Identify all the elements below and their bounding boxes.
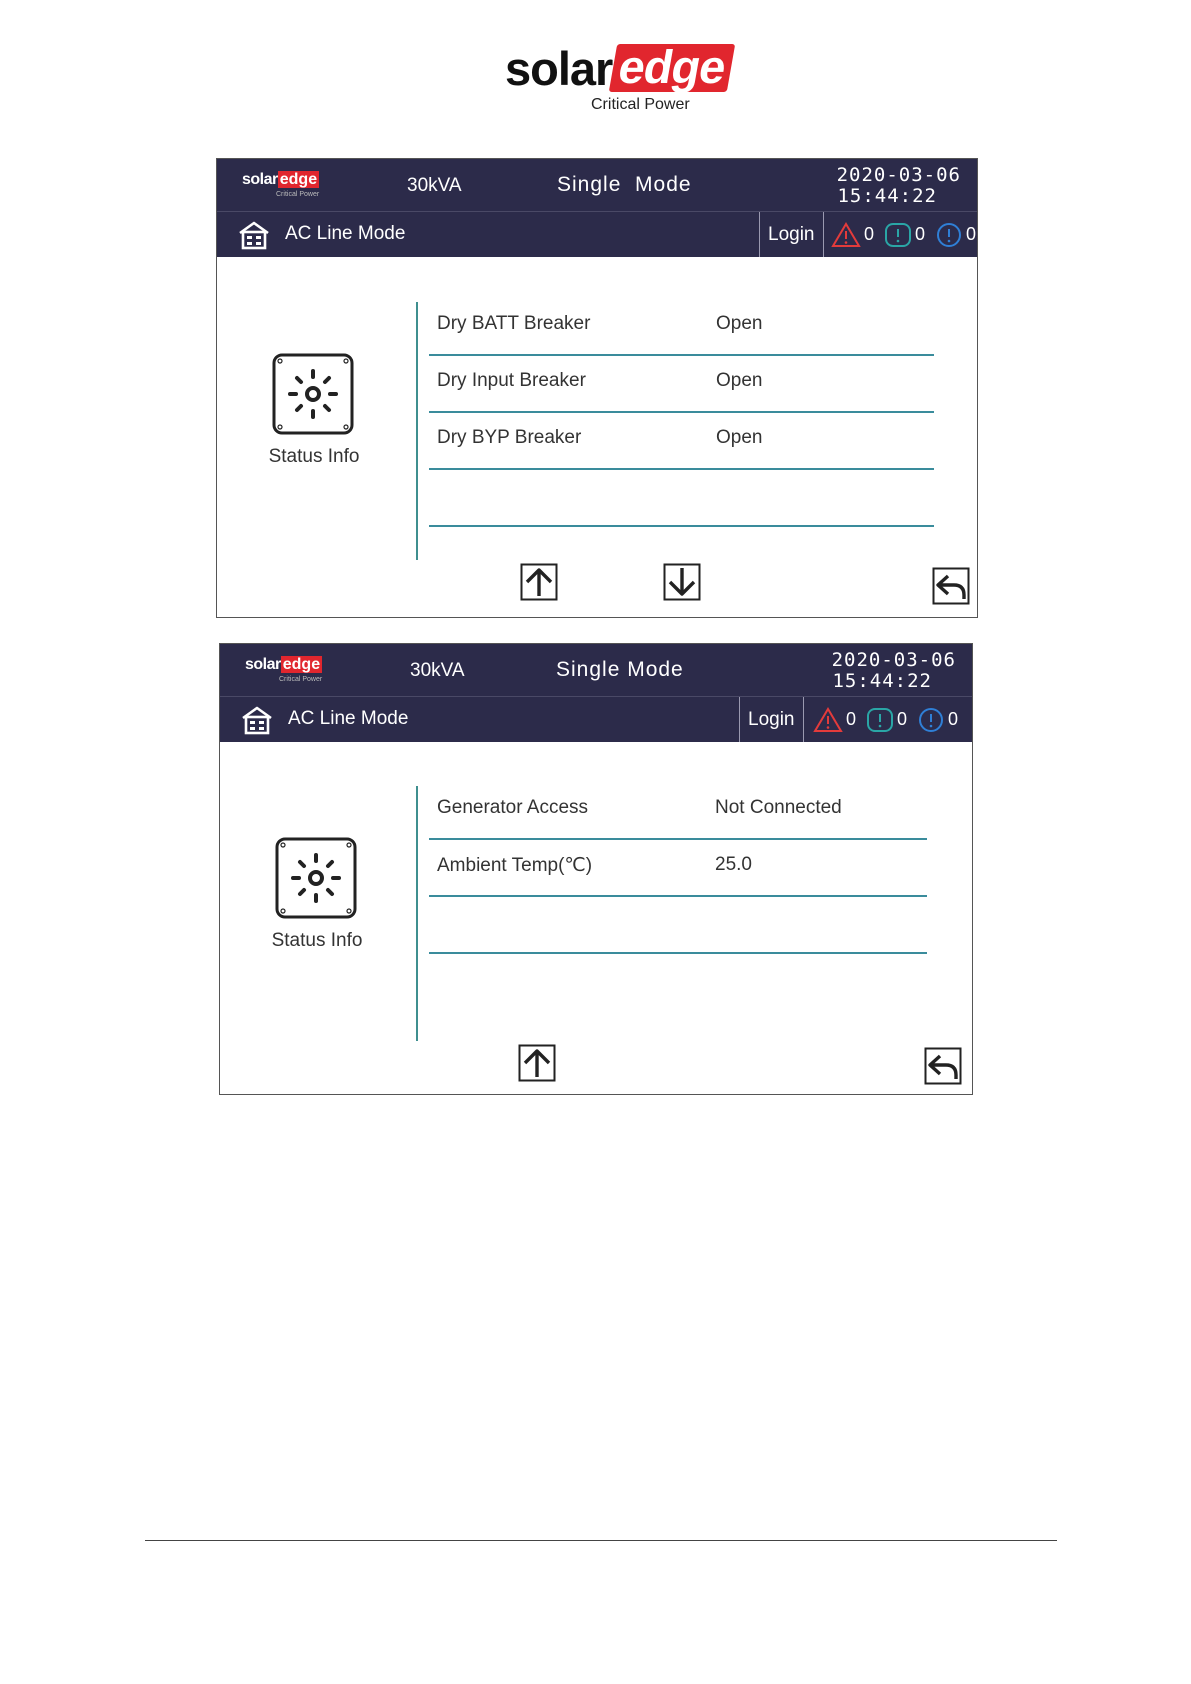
info-circle-icon xyxy=(917,707,945,733)
info-circle-icon xyxy=(935,222,963,248)
warning-triangle-icon xyxy=(813,707,843,733)
alarm-info[interactable] xyxy=(935,222,976,248)
status-bar xyxy=(220,697,972,742)
rating-label: 30kVA xyxy=(407,175,462,196)
time-label: 15:44:22 xyxy=(832,670,932,692)
back-arrow-icon[interactable] xyxy=(924,1047,962,1085)
screen-brand-logo xyxy=(242,171,332,201)
brand-tagline: Critical Power xyxy=(279,676,323,683)
alarm-counters xyxy=(831,212,982,257)
back-arrow-icon[interactable] xyxy=(932,567,970,605)
row-value: Not Connected xyxy=(715,797,842,818)
screen-header xyxy=(217,159,977,212)
alarm-warning[interactable] xyxy=(831,222,874,248)
table-row xyxy=(429,299,934,356)
footer-rule xyxy=(145,1540,1057,1541)
alarm-warning-count: 0 xyxy=(864,224,875,244)
logo-tagline: Critical Power xyxy=(591,96,690,113)
brand-solar: solar xyxy=(242,171,278,188)
alarm-warning[interactable] xyxy=(813,707,856,733)
warning-triangle-icon xyxy=(831,222,861,248)
table-row xyxy=(429,356,934,413)
date-label: 2020-03-06 xyxy=(836,164,961,186)
row-label: Generator Access xyxy=(437,797,589,818)
alarm-notice[interactable] xyxy=(884,222,925,248)
rating-label: 30kVA xyxy=(410,660,465,681)
house-icon xyxy=(237,220,271,250)
status-bar xyxy=(217,212,977,257)
screen-header xyxy=(220,644,972,697)
hmi-screen-status-environment xyxy=(219,643,973,1095)
status-mode-label: AC Line Mode xyxy=(285,223,406,244)
status-mode-label: AC Line Mode xyxy=(288,708,409,729)
alarm-counters xyxy=(813,697,964,742)
arrow-down-icon[interactable] xyxy=(663,563,701,601)
sun-gear-icon xyxy=(272,353,354,435)
row-value: Open xyxy=(716,427,763,448)
brand-tagline: Critical Power xyxy=(276,191,320,198)
alarm-notice-count: 0 xyxy=(897,709,908,729)
logo-word-edge: edge xyxy=(609,44,735,92)
table-row xyxy=(429,897,927,954)
sun-gear-icon xyxy=(275,837,357,919)
row-label: Dry BATT Breaker xyxy=(437,313,591,334)
house-icon xyxy=(240,705,274,735)
alarm-info-count: 0 xyxy=(966,224,977,244)
datetime xyxy=(837,165,961,207)
datetime xyxy=(832,650,956,692)
date-label: 2020-03-06 xyxy=(831,649,956,671)
row-label: Dry BYP Breaker xyxy=(437,427,582,448)
brand-edge: edge xyxy=(279,171,318,188)
row-label: Ambient Temp(℃) xyxy=(437,855,593,876)
login-button[interactable]: Login xyxy=(739,697,804,742)
login-button[interactable]: Login xyxy=(759,212,824,257)
divider xyxy=(416,786,418,1041)
screen-brand-logo xyxy=(245,656,335,686)
sidebar-label: Status Info xyxy=(268,446,360,467)
info-square-icon xyxy=(866,707,894,733)
hmi-screen-status-breakers xyxy=(216,158,978,618)
arrow-up-icon[interactable] xyxy=(518,1044,556,1082)
brand-solar: solar xyxy=(245,656,281,673)
operating-mode-label: Single Mode xyxy=(556,658,684,681)
operating-mode-label: Single Mode xyxy=(557,173,692,196)
row-label: Dry Input Breaker xyxy=(437,370,586,391)
time-label: 15:44:22 xyxy=(837,185,937,207)
alarm-info[interactable] xyxy=(917,707,958,733)
table-row xyxy=(429,840,927,897)
row-value: Open xyxy=(716,370,763,391)
logo-word-solar: solar xyxy=(505,41,613,95)
table-row xyxy=(429,413,934,470)
row-value: Open xyxy=(716,313,763,334)
arrow-up-icon[interactable] xyxy=(520,563,558,601)
page-logo xyxy=(505,40,730,116)
alarm-notice[interactable] xyxy=(866,707,907,733)
alarm-notice-count: 0 xyxy=(915,224,926,244)
divider xyxy=(416,302,418,560)
brand-edge: edge xyxy=(282,656,321,673)
alarm-info-count: 0 xyxy=(948,709,959,729)
row-value: 25.0 xyxy=(715,854,752,875)
table-row xyxy=(429,783,927,840)
alarm-warning-count: 0 xyxy=(846,709,857,729)
table-row xyxy=(429,470,934,527)
info-square-icon xyxy=(884,222,912,248)
sidebar-label: Status Info xyxy=(271,930,363,951)
